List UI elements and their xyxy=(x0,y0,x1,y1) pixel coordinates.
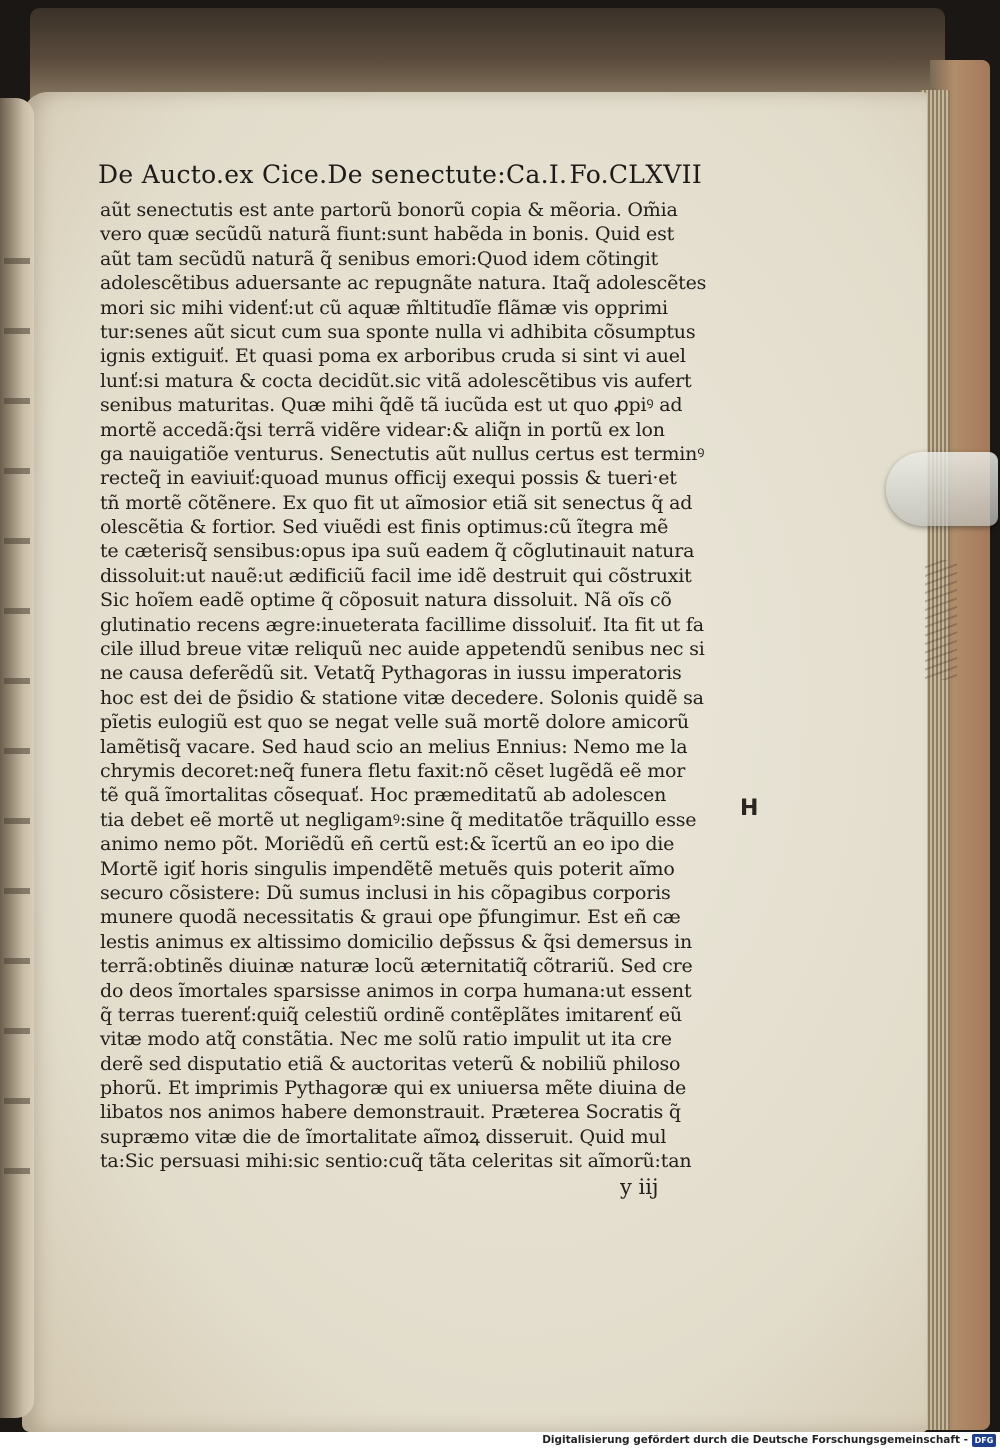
text-line: adolescẽtibus aduersante ac repugnãte natura. Itaq̃ adolescẽtes xyxy=(100,272,707,295)
text-line: dissoluit:ut nauẽ:ut ædificiũ facil ime idẽ destruit qui cõstruxit xyxy=(100,564,692,587)
digitization-footer xyxy=(0,1432,1000,1450)
text-line: hoc est dei de p̃sidio & statione vitæ decedere. Solonis quidẽ sa xyxy=(100,686,704,709)
margin-letter: H xyxy=(740,796,759,821)
dfg-logo-icon: DFG xyxy=(972,1434,996,1447)
body-text xyxy=(100,198,707,1174)
running-head-title: De Aucto.ex Cice.De senectute:Ca.I. xyxy=(98,160,568,189)
text-line: tẽ quã ĩmortalitas cõsequať. Hoc præmeditatũ ab adolescen xyxy=(100,784,667,807)
text-line: lunť:si matura & cocta decidũt.sic vitã adolescẽtibus vis aufert xyxy=(100,369,692,392)
text-line: pĩetis eulogiũ est quo se negat velle suã mortẽ dolore amicorũ xyxy=(100,711,689,734)
text-line: senibus maturitas. Quæ mihi q̃dẽ tã iucũda est ut quo ꝓpiꝰ ad xyxy=(100,394,683,417)
text-line: libatos nos animos habere demonstrauit. Præterea Socratis q̃ xyxy=(100,1101,681,1124)
text-line: ga nauigatiõe venturus. Senectutis aũt nullus certus est terminꝰ xyxy=(100,442,705,465)
text-line: Mortẽ igiť horis singulis impendẽtẽ metuẽs quis poterit aĩmo xyxy=(100,857,675,880)
text-line: terrã:obtinẽs diuinæ naturæ locũ æternitatiq̃ cõtrariũ. Sed cre xyxy=(100,955,693,978)
previous-page-fold xyxy=(0,98,34,1418)
text-line: ne causa deferẽdũ sit. Vetatq̃ Pythagoras in iussu imperatoris xyxy=(100,662,682,685)
text-line: tñ mortẽ cõtẽnere. Ex quo fit ut aĩmosior etiã sit senectus q̃ ad xyxy=(100,491,693,514)
text-line: securo cõsistere: Dũ sumus inclusi in his cõpagibus corporis xyxy=(100,881,671,904)
text-line: animo nemo põt. Moriẽdũ eñ certũ est:& ĩcertũ an eo ipo die xyxy=(100,833,675,856)
text-line: aũt tam secũdũ naturã q̃ senibus emori:Quod idem cõtingit xyxy=(100,247,659,270)
text-line: munere quodã necessitatis & graui ope p̃fungimur. Est eñ cæ xyxy=(100,906,681,929)
text-line: olescẽtia & fortior. Sed viuẽdi est finis optimus:cũ ĩtegra mẽ xyxy=(100,516,669,539)
margin-annotation xyxy=(925,560,957,680)
text-line: cile illud breue vitæ reliquũ nec auide appetendũ senibus nec si xyxy=(100,638,705,661)
text-line: chrymis decoret:neq̃ funera fletu faxit:nõ cẽset lugẽdã eẽ mor xyxy=(100,759,686,782)
text-line: tia debet eẽ mortẽ ut negligamꝰ:sine q̃ meditatõe trãquillo esse xyxy=(100,808,697,831)
text-line: do deos ĩmortales sparsisse animos in corpa humana:ut essent xyxy=(100,979,692,1002)
footer-credit: Digitalisierung gefördert durch die Deutsche Forschungsgemeinschaft - xyxy=(542,1434,968,1446)
signature-mark: y iij xyxy=(620,1175,659,1199)
text-line: glutinatio recens ægre:inueterata facillime dissoluiť. Ita fit ut fa xyxy=(100,613,704,636)
text-line: aũt senectutis est ante partorũ bonorũ copia & mẽoria. Om̃ia xyxy=(100,199,678,221)
text-line: Sic hoĩem eadẽ optime q̃ cõposuit natura dissoluit. Nã oĩs cõ xyxy=(100,589,672,612)
text-line: supræmo vitæ die de ĩmortalitate aĩmoꝝ disseruit. Quid mul xyxy=(100,1125,667,1148)
book-top-edge xyxy=(30,8,945,103)
text-line: lestis animus ex altissimo domicilio dep̃ssus & q̃si demersus in xyxy=(100,930,693,953)
text-line: lamẽtisq̃ vacare. Sed haud scio an melius Ennius: Nemo me la xyxy=(100,735,688,758)
text-line: mori sic mihi videnť:ut cũ aquæ m̃ltitudĩe flãmæ vis opprimi xyxy=(100,296,668,319)
text-line: ignis extiguiť. Et quasi poma ex arboribus cruda si sint vi auel xyxy=(100,345,686,368)
text-line: recteq̃ in eaviuiť:quoad munus officij exequi possis & tueri·et xyxy=(100,467,677,490)
text-line: ta:Sic persuasi mihi:sic sentio:cuq̃ tãta celeritas sit aĩmorũ:tan xyxy=(100,1150,692,1173)
text-line: phorũ. Et imprimis Pythagoræ qui ex uniuersa mẽte diuina de xyxy=(100,1077,687,1100)
text-line: tur:senes aũt sicut cum sua sponte nulla vi adhibita cõsumptus xyxy=(100,320,696,343)
page-clip xyxy=(886,452,998,526)
text-line: derẽ sed disputatio etiã & auctoritas veterũ & nobiliũ philoso xyxy=(100,1052,681,1075)
text-line: vero quæ secũdũ naturã fiunt:sunt habẽda in bonis. Quid est xyxy=(100,223,675,246)
text-line: vitæ modo atq̃ constãtia. Nec me solũ ratio impulit ut ita cre xyxy=(100,1028,672,1051)
text-line: q̃ terras tuerenť:quiq̃ celestiũ ordinẽ contẽplãtes imitarenť eũ xyxy=(100,1003,682,1026)
running-head xyxy=(98,160,702,189)
text-line: mortẽ accedã:q̃si terrã vidẽre videar:& aliq̃n in portũ ex lon xyxy=(100,418,665,441)
text-line: te cæterisq̃ sensibus:opus ipa suũ eadem q̃ cõglutinauit natura xyxy=(100,540,695,563)
folio-number: Fo.CLXVII xyxy=(569,160,702,189)
